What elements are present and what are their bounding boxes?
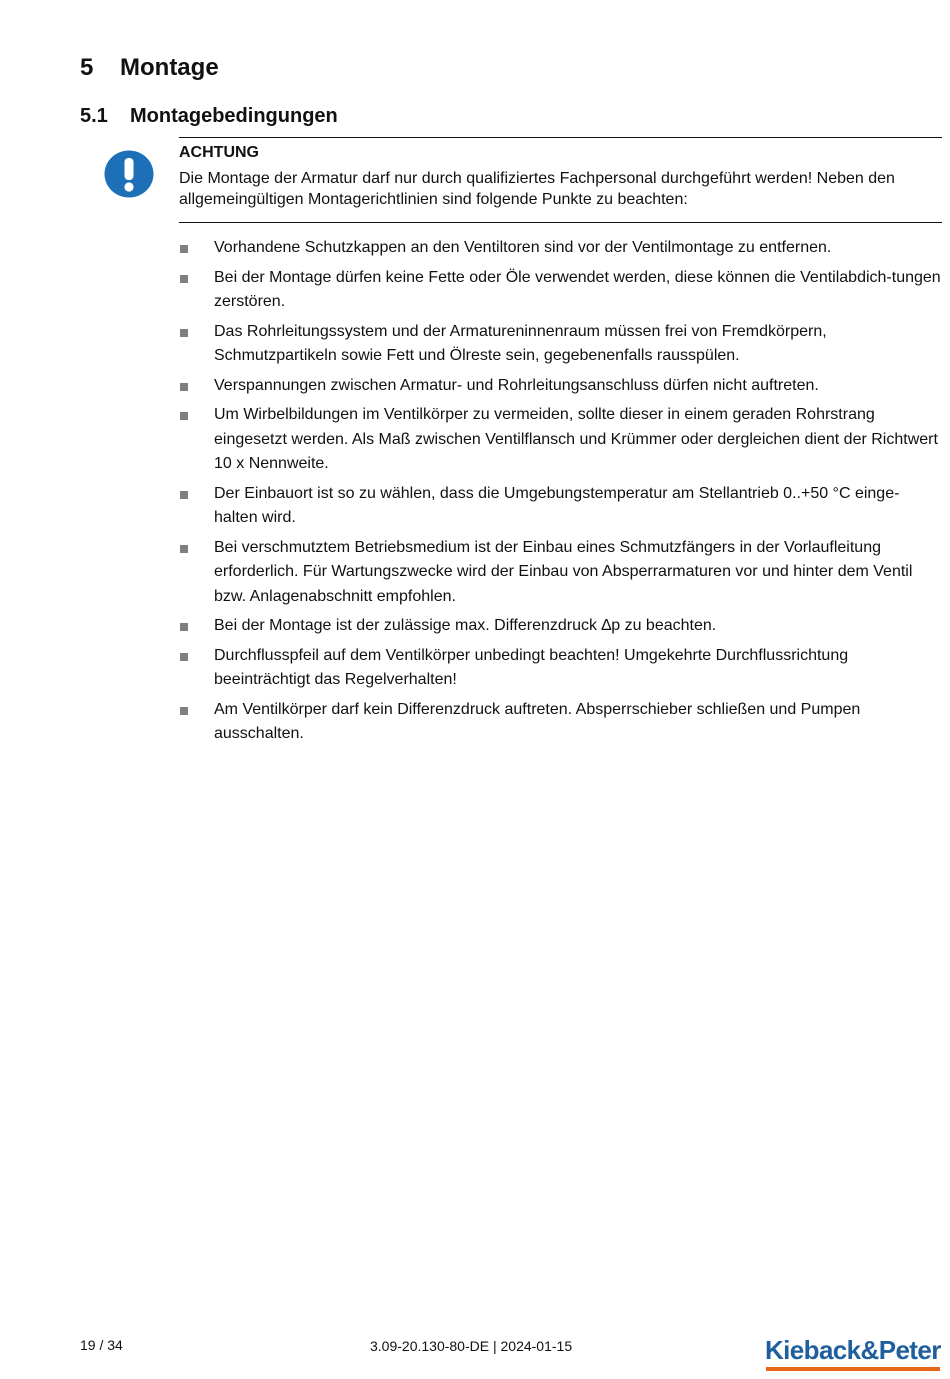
subsection-number: 5.1	[80, 105, 108, 127]
bullet-square-icon	[180, 245, 188, 253]
bullet-square-icon	[180, 623, 188, 631]
bullet-square-icon	[180, 491, 188, 499]
list-item: Das Rohrleitungssystem und der Armatureninnenraum müssen frei von Fremdkörpern, Schmutzpartikeln sowie Fett und Ölreste sein, gegebenenfalls rausspülen.	[179, 320, 942, 369]
caution-notice	[179, 137, 942, 223]
kieback-peter-logo: Kieback&Peter	[765, 1335, 941, 1365]
list-item: Am Ventilkörper darf kein Differenzdruck auftreten. Absperrschieber schließen und Pumpen ausschalten.	[179, 698, 942, 747]
section-title: Montage	[120, 54, 219, 81]
list-item: Verspannungen zwischen Armatur- und Rohrleitungsanschluss dürfen nicht auftreten.	[179, 374, 942, 399]
subsection-heading	[80, 102, 338, 130]
bullet-square-icon	[180, 707, 188, 715]
page-number: 19 / 34	[80, 1337, 123, 1353]
section-number: 5	[80, 54, 94, 81]
exclamation-icon	[104, 150, 154, 198]
list-item: Bei verschmutztem Betriebsmedium ist der Einbau eines Schmutzfängers in der Vorlaufleitung erforderlich. Für Wartungszwecke wird der Einbau von Absperrarmaturen vor und hinter dem Ventil bzw. Anlagenabschnitt empfohlen.	[179, 536, 942, 610]
bullet-square-icon	[180, 545, 188, 553]
subsection-title: Montagebedingungen	[130, 105, 338, 127]
section-heading	[80, 52, 219, 84]
list-item: Bei der Montage dürfen keine Fette oder Öle verwendet werden, diese können die Ventilabdich-tungen zerstören.	[179, 266, 942, 315]
bullet-square-icon	[180, 412, 188, 420]
notice-text: Die Montage der Armatur darf nur durch qualifiziertes Fachpersonal durchgeführt werden! Neben den allgemeingültigen Montagerichtlinien sind folgende Punkte zu beachten:	[179, 170, 895, 208]
installation-conditions-list	[179, 236, 942, 752]
bullet-square-icon	[180, 383, 188, 391]
bullet-square-icon	[180, 275, 188, 283]
bullet-square-icon	[180, 329, 188, 337]
bullet-square-icon	[180, 653, 188, 661]
list-item: Bei der Montage ist der zulässige max. Differenzdruck ∆p zu beachten.	[179, 614, 942, 639]
list-item: Um Wirbelbildungen im Ventilkörper zu vermeiden, sollte dieser in einem geraden Rohrstrang eingesetzt werden. Als Maß zwischen Ventilflansch und Krümmer oder dergleichen dient der Richtwert 10 x Nennweite.	[179, 403, 942, 477]
notice-title: ACHTUNG	[179, 144, 259, 161]
logo-accent-bar	[766, 1367, 940, 1371]
list-item: Vorhandene Schutzkappen an den Ventiltoren sind vor der Ventilmontage zu entfernen.	[179, 236, 942, 261]
document-id: 3.09-20.130-80-DE | 2024-01-15	[370, 1338, 573, 1354]
list-item: Durchflusspfeil auf dem Ventilkörper unbedingt beachten! Umgekehrte Durchflussrichtung beeinträchtigt das Regelverhalten!	[179, 644, 942, 693]
list-item: Der Einbauort ist so zu wählen, dass die Umgebungstemperatur am Stellantrieb 0..+50 °C einge-halten wird.	[179, 482, 942, 531]
